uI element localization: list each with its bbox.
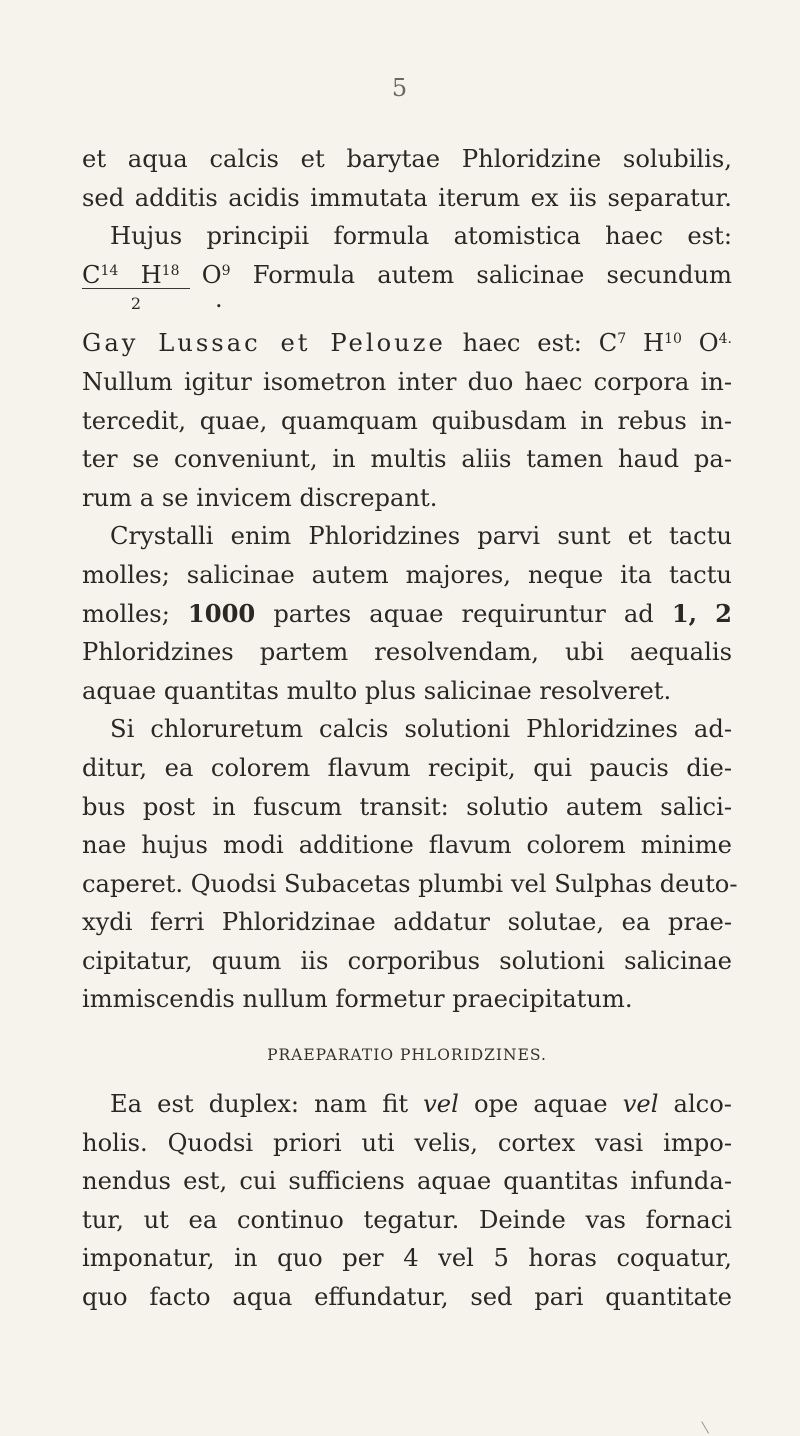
text-line: imponatur, in quo per 4 vel 5 horas coquatur, (82, 1244, 732, 1273)
text-line: nendus est, cui sufficiens aquae quantitas infunda- (82, 1167, 732, 1196)
formula-c-subscript: 7 (617, 331, 627, 348)
formula-c: C (82, 260, 101, 289)
number-2: 2 (715, 598, 732, 628)
fraction-denominator: 2 (130, 294, 142, 314)
text-segment: ope aquae (473, 1090, 608, 1119)
text-segment: alco- (673, 1090, 732, 1119)
formula-o: O (698, 329, 719, 358)
authors-formula-line (82, 324, 732, 363)
margin-mark (701, 1416, 718, 1434)
formula-fraction (82, 285, 732, 324)
text-line: Crystalli enim Phloridzines parvi sunt et tactu (110, 522, 732, 551)
body-text (82, 140, 738, 1317)
text-line: ditur, ea colorem flavum recipit, qui paucis die- (82, 753, 732, 782)
formula-o: O (201, 260, 222, 289)
text-line: et aqua calcis et barytae Phloridzine solubilis, (82, 145, 732, 173)
text-line: holis. Quodsi priori uti velis, cortex vasi impo- (82, 1128, 732, 1157)
text-line-italic (82, 1085, 732, 1124)
formula-o-subscript: 9 (221, 262, 231, 279)
number-1: 1, (671, 598, 698, 628)
formula-o-subscript: 4. (718, 331, 732, 348)
text-line: tercedit, quae, quamquam quibusdam in rebus in- (82, 406, 732, 435)
text-line: Si chloruretum calcis solutioni Phloridzines ad- (110, 715, 732, 744)
italic-word: vel (423, 1090, 459, 1119)
formula-h-subscript: 10 (664, 331, 682, 348)
text-line: bus post in fuscum transit: solutio autem salici- (82, 792, 732, 821)
authors: Gay Lussac et Pelouze (82, 329, 446, 358)
text-segment: Ea est duplex: nam fit (110, 1090, 409, 1119)
page-number: 5 (391, 74, 409, 102)
formula-h-subscript: 18 (161, 262, 180, 279)
fraction-dot: . (215, 285, 223, 314)
text-line: molles; salicinae autem majores, neque ita tactu (82, 560, 732, 589)
text-line-numbers (82, 595, 732, 634)
text-line: rum a se invicem discrepant. (82, 483, 438, 512)
text-line: sed additis acidis immutata iterum ex iis separatur. (82, 183, 732, 212)
authors-line-mid: haec est: (462, 329, 582, 358)
formula-c: C (598, 329, 618, 358)
formula-h: H (140, 260, 162, 289)
text-line: aquae quantitas multo plus salicinae resolveret. (82, 676, 672, 705)
text-line: Hujus principii formula atomistica haec est: (110, 222, 732, 251)
text-line: tur, ut ea continuo tegatur. Deinde vas fornaci (82, 1205, 732, 1234)
text-line: caperet. Quodsi Subacetas plumbi vel Sulphas deuto- (82, 869, 738, 898)
text-line: quo facto aqua effundatur, sed pari quantitate (82, 1283, 732, 1312)
number-1000: 1000 (187, 598, 256, 628)
section-heading: PRAEPARATIO PHLORIDZINES. (267, 1046, 547, 1065)
text-line: immiscendis nullum formetur praecipitatum. (82, 985, 633, 1014)
text-segment: molles; (82, 599, 170, 628)
text-line: Nullum igitur isometron inter duo haec corpora in- (82, 367, 732, 396)
text-segment: partes aquae requiruntur ad (273, 599, 654, 628)
text-line: cipitatur, quum iis corporibus solutioni salicinae (82, 946, 732, 975)
text-line: ter se conveniunt, in multis aliis tamen haud pa- (82, 445, 732, 474)
text-line: xydi ferri Phloridzinae addatur solutae, ea prae- (82, 908, 732, 937)
text-line: nae hujus modi additione flavum colorem minime (82, 831, 732, 860)
formula-c-subscript: 14 (100, 262, 119, 279)
italic-word: vel (622, 1090, 659, 1119)
formula-text: Formula autem salicinae secundum (252, 260, 732, 289)
formula-h: H (643, 329, 665, 358)
text-line: Phloridzines partem resolvendam, ubi aequalis (82, 638, 732, 667)
